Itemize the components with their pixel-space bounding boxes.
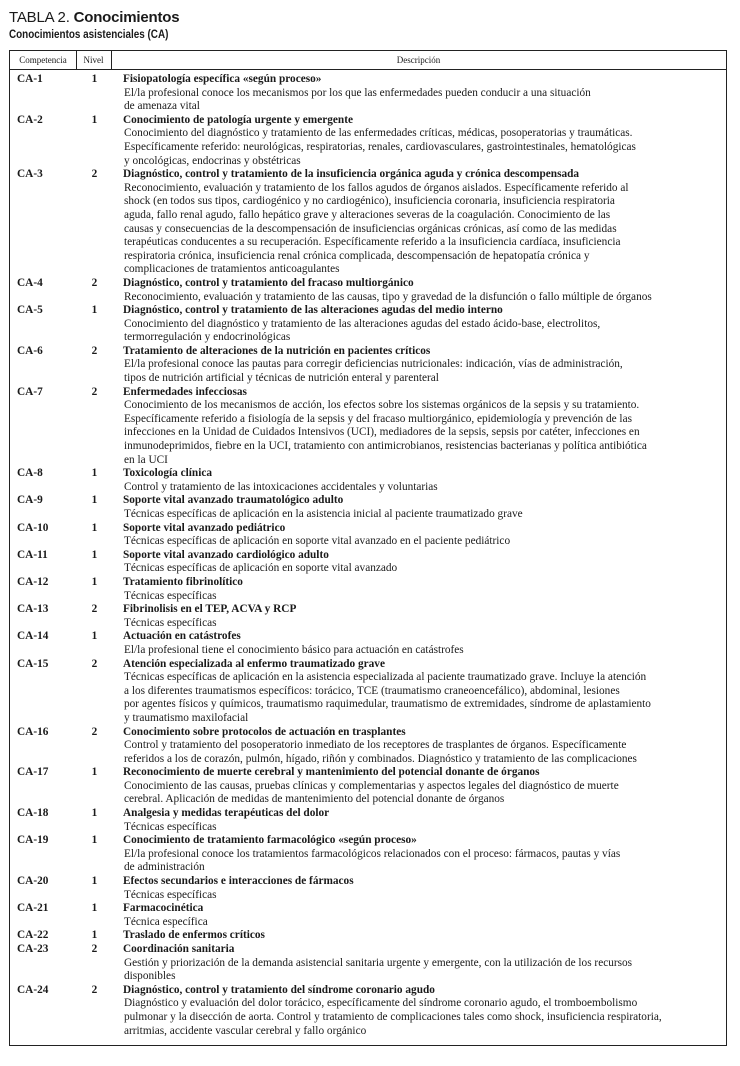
descripcion-line: Técnicas específicas de aplicación en la asistencia inicial al paciente traumatizado grave — [124, 508, 523, 520]
descripcion-line: terapéuticas conducentes a su recuperación. Específicamente referido a la insuficiencia cardíaca, insuficiencia — [124, 236, 621, 249]
table-row — [10, 726, 726, 767]
descripcion-title: Farmacocinética — [123, 902, 204, 915]
descripcion-title: Conocimiento de tratamiento farmacológico «según proceso» — [123, 834, 417, 847]
descripcion-line: Conocimiento de los mecanismos de acción, los efectos sobre los sistemas orgánicos de la sepsis y su tratamiento. — [124, 399, 640, 412]
competencia-code: CA-9 — [17, 494, 43, 507]
descripcion-line: tipos de nutrición artificial y técnicas de nutrición enteral y parenteral — [124, 372, 439, 385]
nivel-value: 1 — [91, 73, 98, 85]
competencia-code: CA-8 — [17, 467, 43, 480]
competencia-code: CA-10 — [17, 521, 49, 534]
table-header — [10, 51, 726, 70]
descripcion-title: Soporte vital avanzado pediátrico — [123, 521, 286, 534]
table-row — [10, 834, 726, 875]
table-row — [10, 114, 726, 168]
descripcion-title: Soporte vital avanzado cardiológico adulto — [123, 548, 329, 561]
descripcion-line: a los diferentes traumatismos específicos: torácico, TCE (traumatismo craneoencefálico), abdominal, lesiones — [124, 684, 620, 697]
table-row — [10, 603, 726, 630]
descripcion-line: inmunodeprimidos, fiebre en la UCI, tratamiento con antimicrobianos, resistencias bacterianas y política antibiótica — [124, 440, 647, 453]
competencia-code: CA-5 — [17, 304, 43, 317]
descripcion-title: Coordinación sanitaria — [123, 943, 235, 955]
descripcion-line: shock (en todos sus tipos, cardiogénico y no cardiogénico), insuficiencia coronaria, insuficiencia respiratoria — [124, 195, 615, 208]
header-nivel: Nivel — [76, 51, 112, 69]
descripcion-cell — [111, 943, 726, 984]
descripcion-title: Analgesia y medidas terapéuticas del dolor — [123, 807, 330, 820]
descripcion-line: Gestión y priorización de la demanda asistencial sanitaria urgente y emergente, con la utilización de los recursos — [124, 956, 633, 969]
descripcion-line: causas y consecuencias de la descompensación de insuficiencias orgánicas crónicas, así como de las medidas — [124, 222, 617, 235]
descripcion-title: Diagnóstico, control y tratamiento del fracaso multiorgánico — [123, 276, 414, 289]
nivel-value: 1 — [91, 304, 98, 317]
descripcion-line: por agentes físicos y químicos, traumatismo raquimedular, traumatismo de extremidades, síndrome de aplastamiento — [124, 698, 651, 711]
nivel-value: 2 — [91, 725, 98, 738]
descripcion-line: disponibles — [124, 970, 176, 983]
table-row — [10, 576, 726, 603]
table-row — [10, 168, 726, 277]
table-row — [10, 875, 726, 902]
descripcion-cell — [111, 984, 726, 1038]
nivel-value: 1 — [91, 548, 98, 561]
competencia-code: CA-3 — [17, 168, 43, 181]
descripcion-cell — [111, 875, 726, 902]
descripcion-title: Diagnóstico, control y tratamiento de la insuficiencia orgánica aguda y crónica descompensada — [123, 168, 580, 181]
descripcion-line: Técnicas específicas de aplicación en la asistencia especializada al paciente traumatizado grave. Incluye la atención — [124, 671, 647, 684]
competencia-code: CA-22 — [17, 929, 49, 942]
nivel-value: 1 — [91, 902, 98, 915]
descripcion-line: y oncológicas, endocrinas y obstétricas — [124, 154, 301, 167]
table-row — [10, 345, 726, 386]
table-row — [10, 386, 726, 468]
table-row — [10, 522, 726, 549]
descripcion-title: Fisiopatología específica «según proceso» — [123, 73, 322, 85]
table-row — [10, 929, 726, 943]
descripcion-title: Toxicología clínica — [123, 467, 213, 480]
descripcion-title: Diagnóstico, control y tratamiento de las alteraciones agudas del medio interno — [123, 304, 503, 317]
descripcion-line: termorregulación y endocrinológicas — [124, 331, 291, 344]
descripcion-line: Reconocimiento, evaluación y tratamiento de los fallos agudos de órganos aislados. Específicamente referido al — [124, 181, 629, 194]
descripcion-line: Técnicas específicas — [124, 616, 217, 629]
table-subtitle: Conocimientos asistenciales (CA) — [9, 29, 169, 41]
descripcion-cell — [111, 576, 726, 603]
competencia-code: CA-23 — [17, 943, 49, 955]
descripcion-title: Efectos secundarios e interacciones de fármacos — [123, 875, 354, 888]
descripcion-title: Actuación en catástrofes — [123, 630, 241, 643]
descripcion-line: El/la profesional tiene el conocimiento básico para actuación en catástrofes — [124, 643, 464, 656]
descripcion-cell — [111, 766, 726, 807]
descripcion-line: Técnica específica — [124, 915, 208, 928]
descripcion-line: Técnicas específicas — [124, 888, 217, 901]
descripcion-cell — [111, 114, 726, 168]
descripcion-line: complicaciones de tratamientos anticoagulantes — [124, 263, 340, 276]
nivel-value: 1 — [91, 875, 98, 888]
descripcion-line: de administración — [124, 861, 205, 874]
nivel-value: 2 — [91, 657, 98, 670]
nivel-value: 1 — [91, 929, 98, 942]
descripcion-line: Reconocimiento, evaluación y tratamiento de las causas, tipo y gravedad de la disfunción o fallo múltiple de órganos — [124, 290, 652, 303]
descripcion-line: infecciones en la Unidad de Cuidados Intensivos (UCI), mediadores de la sepsis, sepsis por catéter, infecciones en — [124, 426, 640, 439]
descripcion-cell — [111, 345, 726, 386]
nivel-value: 2 — [91, 603, 98, 616]
competencia-code: CA-16 — [17, 725, 49, 738]
descripcion-title: Tratamiento fibrinolítico — [123, 575, 243, 588]
descripcion-line: Técnicas específicas de aplicación en soporte vital avanzado en el paciente pediátrico — [124, 535, 511, 548]
descripcion-line: Conocimiento del diagnóstico y tratamiento de las alteraciones agudas del estado ácido-base, electrolitos, — [124, 317, 601, 330]
descripcion-line: Control y tratamiento de las intoxicaciones accidentales y voluntarias — [124, 480, 438, 493]
descripcion-line: cerebral. Aplicación de medidas de mantenimiento del potencial donante de órganos — [124, 793, 505, 806]
competencia-code: CA-7 — [17, 385, 43, 398]
header-competencia: Competencia — [10, 51, 77, 69]
table-title-main: Conocimientos — [73, 9, 180, 26]
descripcion-line: Diagnóstico y evaluación del dolor torácico, específicamente del síndrome coronario agudo, el tromboembolismo — [124, 997, 638, 1010]
descripcion-cell — [111, 386, 726, 468]
table-row — [10, 494, 726, 521]
nivel-value: 1 — [91, 807, 98, 820]
table-row — [10, 658, 726, 726]
table-row — [10, 766, 726, 807]
nivel-value: 2 — [91, 385, 98, 398]
nivel-value: 1 — [91, 494, 98, 507]
descripcion-line: Técnicas específicas — [124, 589, 217, 602]
descripcion-cell — [111, 522, 726, 549]
descripcion-line: Conocimiento del diagnóstico y tratamiento de las enfermedades críticas, médicas, posoperatorias y traumáticas. — [124, 127, 633, 140]
descripcion-line: en la UCI — [124, 453, 168, 466]
descripcion-cell — [111, 304, 726, 345]
competencia-code: CA-13 — [17, 603, 49, 616]
nivel-value: 1 — [91, 834, 98, 847]
descripcion-line: de amenaza vital — [124, 100, 200, 113]
descripcion-cell — [111, 902, 726, 929]
table-title — [9, 9, 179, 26]
table-row — [10, 304, 726, 345]
nivel-value: 1 — [91, 521, 98, 534]
descripcion-title: Conocimiento sobre protocolos de actuación en trasplantes — [123, 725, 406, 738]
header-descripcion: Descripción — [396, 55, 441, 65]
descripcion-line: referidos a los de corazón, pulmón, hígado, riñón y combinados. Diagnóstico y tratamiento de las complicaciones — [124, 752, 637, 765]
competencia-code: CA-4 — [17, 276, 43, 289]
table-row — [10, 549, 726, 576]
descripcion-line: Técnicas específicas — [124, 820, 217, 833]
descripcion-cell — [111, 929, 726, 943]
nivel-value: 2 — [91, 276, 98, 289]
descripcion-line: respiratoria crónica, insuficiencia renal crónica complicada, descompensación de hepatopatía crónica y — [124, 249, 590, 262]
descripcion-line: Técnicas específicas de aplicación en soporte vital avanzado — [124, 562, 398, 575]
table-number: TABLA 2. — [9, 9, 70, 26]
descripcion-cell — [111, 726, 726, 767]
table-row — [10, 467, 726, 494]
competencia-code: CA-17 — [17, 766, 49, 779]
descripcion-cell — [111, 658, 726, 726]
competencia-code: CA-12 — [17, 575, 49, 588]
nivel-value: 1 — [91, 575, 98, 588]
table-row — [10, 984, 726, 1038]
descripcion-line: aguda, fallo renal agudo, fallo hepático grave y alteraciones severas de la coagulación. Conocimiento de las — [124, 208, 611, 221]
nivel-value: 1 — [91, 766, 98, 779]
competencia-code: CA-14 — [17, 630, 49, 643]
descripcion-title: Enfermedades infecciosas — [123, 385, 247, 398]
descripcion-title: Tratamiento de alteraciones de la nutrición en pacientes críticos — [123, 344, 431, 357]
table-row — [10, 73, 726, 114]
competencia-code: CA-18 — [17, 807, 49, 820]
descripcion-line: Conocimiento de las causas, pruebas clínicas y complementarias y aspectos legales del diagnóstico de muerte — [124, 779, 619, 792]
descripcion-cell — [111, 73, 726, 114]
table-body — [10, 73, 726, 1038]
competencia-code: CA-21 — [17, 902, 49, 915]
descripcion-cell — [111, 630, 726, 657]
descripcion-cell — [111, 168, 726, 277]
descripcion-title: Diagnóstico, control y tratamiento del síndrome coronario agudo — [123, 983, 435, 996]
knowledge-table — [9, 50, 727, 1046]
descripcion-title: Atención especializada al enfermo traumatizado grave — [123, 657, 385, 670]
descripcion-line: Control y tratamiento del posoperatorio inmediato de los receptores de trasplantes de órganos. Específicamente — [124, 739, 627, 752]
table-row — [10, 807, 726, 834]
descripcion-title: Conocimiento de patología urgente y emergente — [123, 113, 353, 126]
table-row — [10, 943, 726, 984]
competencia-code: CA-11 — [17, 548, 48, 561]
table-row — [10, 902, 726, 929]
nivel-value: 2 — [91, 983, 98, 996]
descripcion-line: El/la profesional conoce las pautas para corregir deficiencias nutricionales: indicación, vías de administración, — [124, 358, 623, 371]
descripcion-cell — [111, 494, 726, 521]
competencia-code: CA-20 — [17, 875, 49, 888]
descripcion-line: Específicamente referido a fisiología de la sepsis y del fracaso multiorgánico, epidemiología y prevención de las — [124, 412, 632, 425]
table-row — [10, 277, 726, 304]
competencia-code: CA-24 — [17, 983, 49, 996]
descripcion-cell — [111, 834, 726, 875]
table-row — [10, 630, 726, 657]
competencia-code: CA-1 — [17, 73, 43, 85]
nivel-value: 2 — [91, 168, 98, 181]
descripcion-cell — [111, 549, 726, 576]
competencia-code: CA-19 — [17, 834, 49, 847]
competencia-code: CA-6 — [17, 344, 43, 357]
competencia-code: CA-2 — [17, 113, 43, 126]
descripcion-line: El/la profesional conoce los tratamientos farmacológicos relacionados con el proceso: fármacos, pautas y vías — [124, 847, 621, 860]
descripcion-title: Traslado de enfermos críticos — [123, 929, 265, 942]
descripcion-line: Específicamente referido: neurológicas, respiratorias, renales, cardiovasculares, gastrointestinales, hematológicas — [124, 140, 636, 153]
descripcion-line: y traumatismo maxilofacial — [124, 711, 249, 724]
nivel-value: 2 — [91, 943, 98, 955]
descripcion-cell — [111, 603, 726, 630]
competencia-code: CA-15 — [17, 657, 49, 670]
descripcion-title: Reconocimiento de muerte cerebral y mantenimiento del potencial donante de órganos — [123, 766, 540, 779]
nivel-value: 1 — [91, 467, 98, 480]
descripcion-line: El/la profesional conoce los mecanismos por los que las enfermedades pueden conducir a una situación — [124, 86, 591, 99]
nivel-value: 1 — [91, 630, 98, 643]
descripcion-title: Fibrinolisis en el TEP, ACVA y RCP — [123, 603, 297, 616]
descripcion-cell — [111, 467, 726, 494]
nivel-value: 1 — [91, 113, 98, 126]
descripcion-cell — [111, 277, 726, 304]
descripcion-cell — [111, 807, 726, 834]
nivel-value: 2 — [91, 344, 98, 357]
descripcion-title: Soporte vital avanzado traumatológico adulto — [123, 494, 344, 507]
descripcion-line: pulmonar y la disección de aorta. Control y tratamiento de complicaciones tales como shock, insuficiencia respiratoria, — [124, 1010, 662, 1023]
descripcion-line: arritmias, accidente vascular cerebral y fallo orgánico — [124, 1024, 367, 1037]
